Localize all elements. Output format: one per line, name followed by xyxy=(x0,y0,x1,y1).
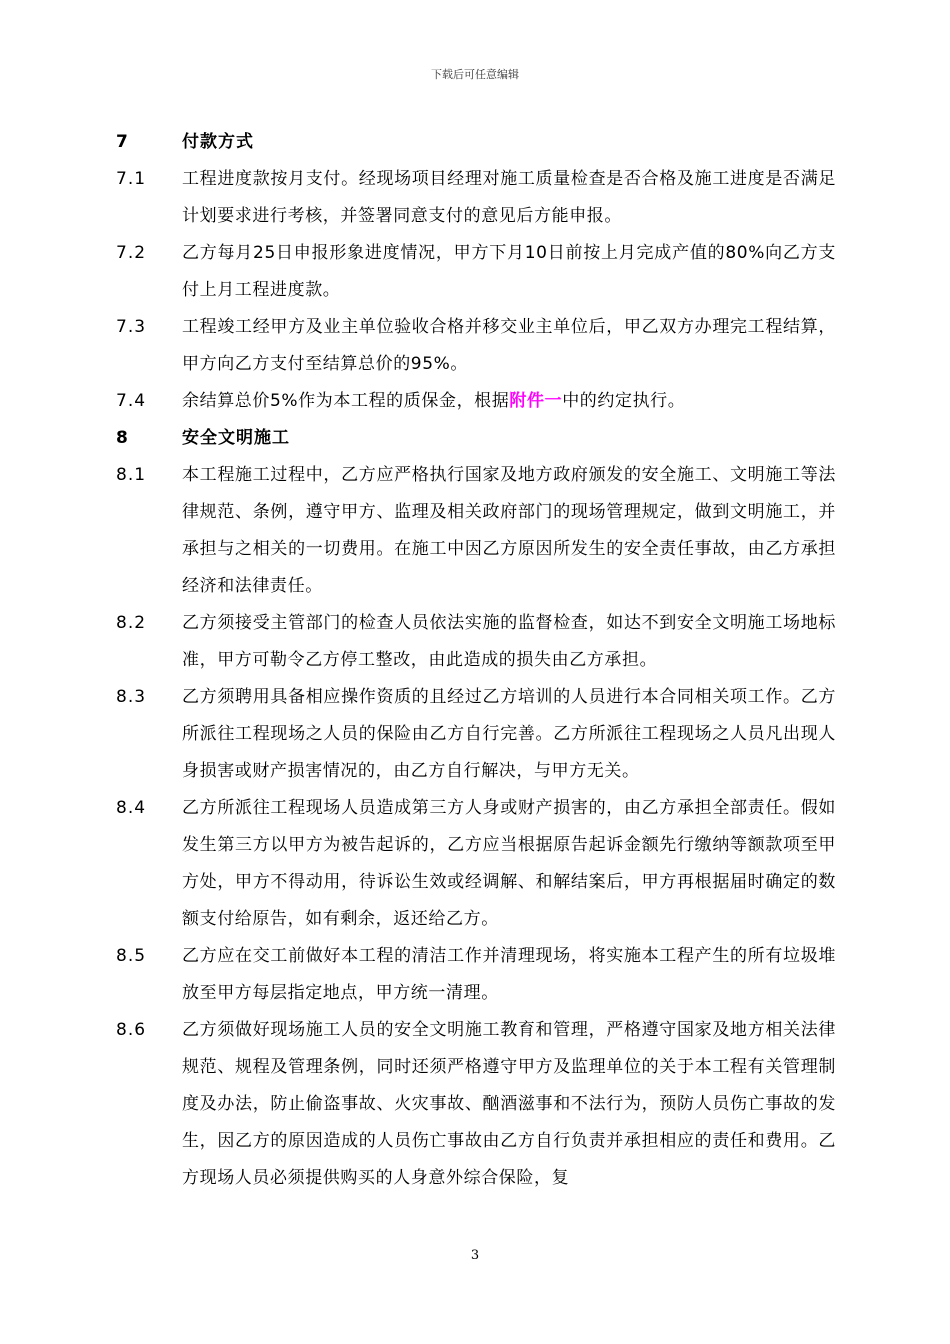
clause-text: 乙方须接受主管部门的检查人员依法实施的监督检查，如达不到安全文明施工场地标准，甲方可勒令乙方停工整改，由此造成的损失由乙方承担。 xyxy=(182,613,836,670)
section-title: 安全文明施工 xyxy=(182,428,290,448)
clause-text: 乙方每月25日申报形象进度情况，甲方下月10日前按上月完成产值的80%向乙方支付上月工程进度款。 xyxy=(182,243,836,300)
clause-7-4 xyxy=(116,383,836,420)
section-number: 7 xyxy=(116,132,129,152)
clause-8-6 xyxy=(116,1012,836,1197)
clause-number: 8.3 xyxy=(116,687,147,707)
header-note: 下载后可任意编辑 xyxy=(431,68,519,81)
clause-8-4 xyxy=(116,790,836,938)
clause-7-2 xyxy=(116,235,836,309)
clause-text-before: 余结算总价5%作为本工程的质保金，根据 xyxy=(182,391,510,411)
clause-text-after: 中的约定执行。 xyxy=(562,391,686,411)
attachment-reference-link[interactable]: 附件一 xyxy=(509,391,563,411)
clause-text: 乙方所派往工程现场人员造成第三方人身或财产损害的，由乙方承担全部责任。假如发生第三方以甲方为被告起诉的，乙方应当根据原告起诉金额先行缴纳等额款项至甲方处，甲方不得动用，待诉讼生效或经调解、和解结案后，甲方再根据届时确定的数额支付给原告，如有剩余，返还给乙方。 xyxy=(182,798,836,929)
clause-number: 7.2 xyxy=(116,243,147,263)
section-heading-8 xyxy=(116,420,836,457)
clause-number: 8.1 xyxy=(116,465,147,485)
clause-text: 工程竣工经甲方及业主单位验收合格并移交业主单位后，甲乙双方办理完工程结算，甲方向乙方支付至结算总价的95%。 xyxy=(182,317,836,374)
clause-text xyxy=(182,383,836,420)
clause-8-2 xyxy=(116,605,836,679)
clause-number: 7.3 xyxy=(116,317,147,337)
clause-text: 工程进度款按月支付。经现场项目经理对施工质量检查是否合格及施工进度是否满足计划要求进行考核，并签署同意支付的意见后方能申报。 xyxy=(182,169,836,226)
clause-number: 7.1 xyxy=(116,169,147,189)
clause-number: 8.4 xyxy=(116,798,147,818)
section-number: 8 xyxy=(116,428,129,448)
section-heading-7 xyxy=(116,124,836,161)
clause-8-3 xyxy=(116,679,836,790)
clause-8-1 xyxy=(116,457,836,605)
clause-number: 8.2 xyxy=(116,613,147,633)
clause-text: 乙方应在交工前做好本工程的清洁工作并清理现场，将实施本工程产生的所有垃圾堆放至甲方每层指定地点，甲方统一清理。 xyxy=(182,946,836,1003)
page-number: 3 xyxy=(470,1248,480,1263)
document-body xyxy=(116,124,836,1197)
clause-number: 7.4 xyxy=(116,391,147,411)
clause-8-5 xyxy=(116,938,836,1012)
clause-number: 8.5 xyxy=(116,946,147,966)
clause-number: 8.6 xyxy=(116,1020,147,1040)
clause-text: 乙方须做好现场施工人员的安全文明施工教育和管理，严格遵守国家及地方相关法律规范、规程及管理条例，同时还须严格遵守甲方及监理单位的关于本工程有关管理制度及办法，防止偷盗事故、火灾事故、酗酒滋事和不法行为，预防人员伤亡事故的发生，因乙方的原因造成的人员伤亡事故由乙方自行负责并承担相应的责任和费用。乙方现场人员必须提供购买的人身意外综合保险，复 xyxy=(182,1020,836,1188)
clause-text: 本工程施工过程中，乙方应严格执行国家及地方政府颁发的安全施工、文明施工等法律规范、条例，遵守甲方、监理及相关政府部门的现场管理规定，做到文明施工，并承担与之相关的一切费用。在施工中因乙方原因所发生的安全责任事故，由乙方承担经济和法律责任。 xyxy=(182,465,836,596)
clause-7-1 xyxy=(116,161,836,235)
section-title: 付款方式 xyxy=(182,132,254,152)
clause-text: 乙方须聘用具备相应操作资质的且经过乙方培训的人员进行本合同相关项工作。乙方所派往工程现场之人员的保险由乙方自行完善。乙方所派往工程现场之人员凡出现人身损害或财产损害情况的，由乙方自行解决，与甲方无关。 xyxy=(182,687,836,781)
clause-7-3 xyxy=(116,309,836,383)
